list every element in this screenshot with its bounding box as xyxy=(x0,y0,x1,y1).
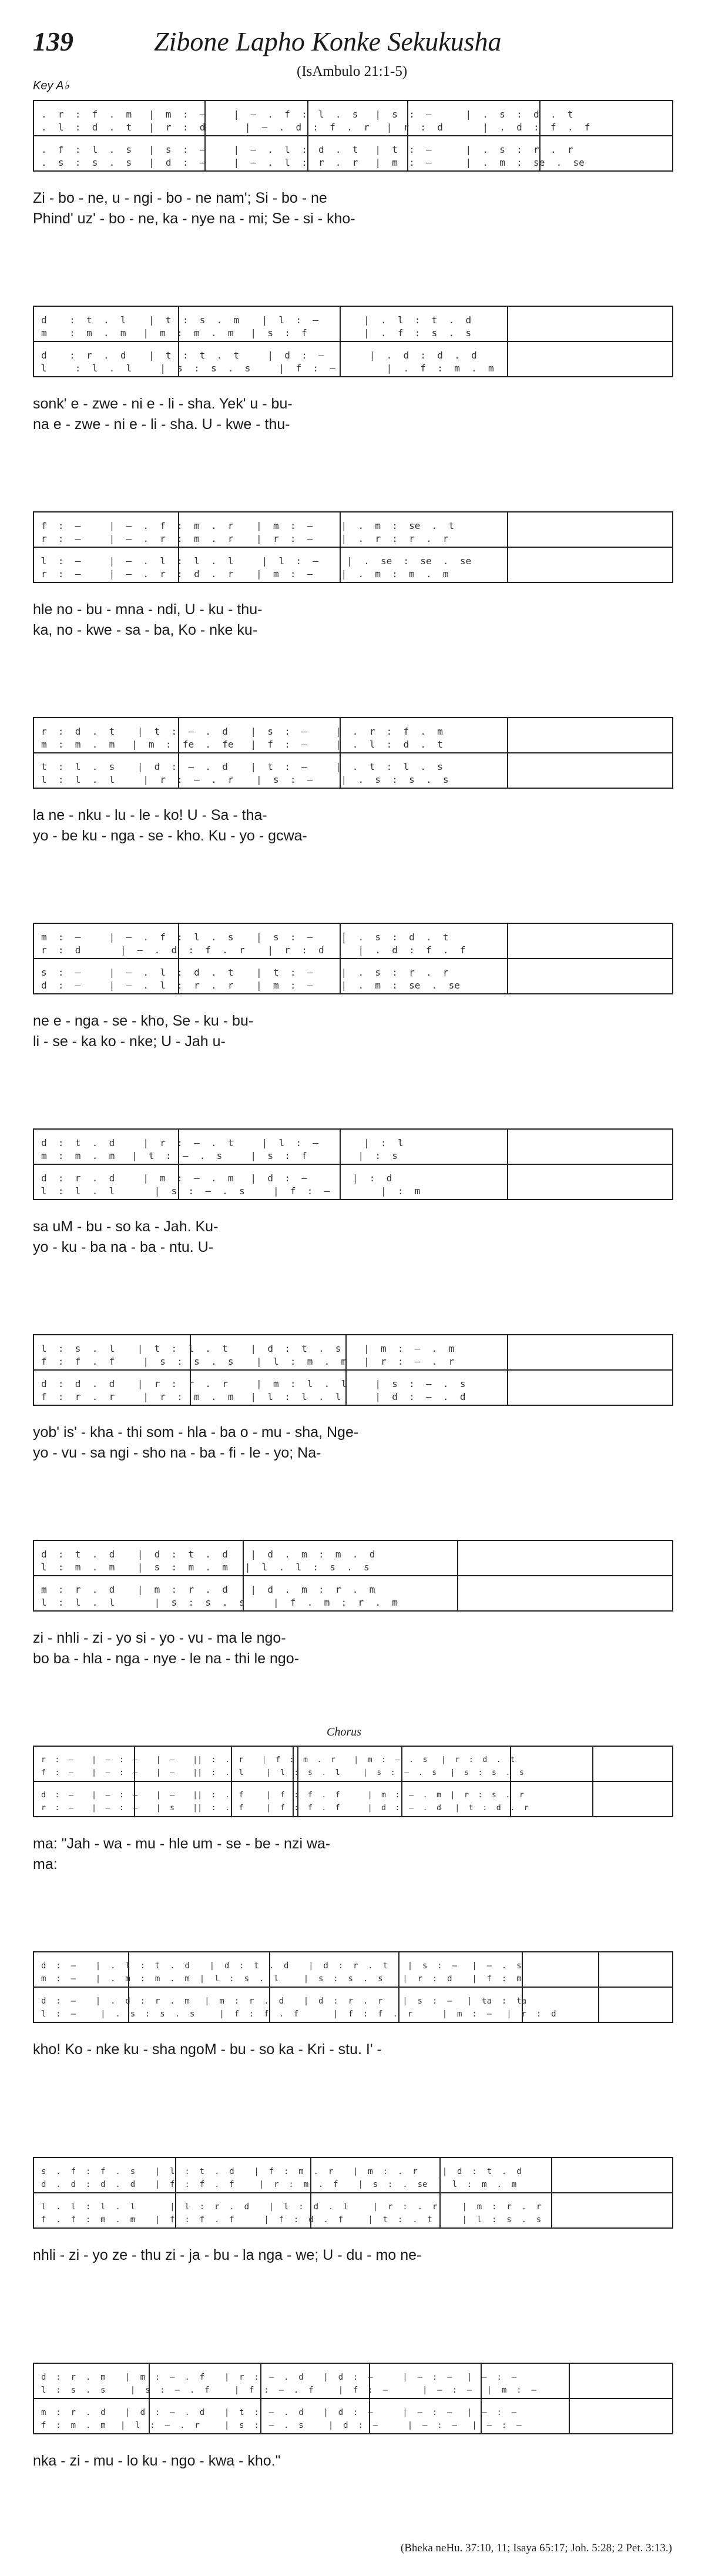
lower-voices: m : r . d | m : r . d | d . m : r . m l : l . l | s : s . s | f . m : r . m xyxy=(41,1584,398,1608)
staff-divider xyxy=(34,1164,672,1165)
solfa-staff xyxy=(33,1128,673,1200)
upper-voices: . r : f . m | m : — | — . f : l . s | s : — | . s : d . t . l : d . t | r : d | — . d : f . r | r : d | . d : f . f xyxy=(41,109,590,133)
solfa-staff xyxy=(33,923,673,994)
lyrics-verse-2: li - se - ka ko - nke; U - Jah u- xyxy=(33,1033,226,1050)
lyrics-verse-1: sa uM - bu - so ka - Jah. Ku- xyxy=(33,1218,219,1235)
lower-voices: d : d . d | r : r . r | m : l . l | s : — . s f : r . r | r : m . m | l : l . l | d : — . d xyxy=(41,1378,466,1402)
lower-voices: . f : l . s | s : — | — . l : d . t | t : — | . s : r . r . s : s . s | d : — | — . l : r . r | m : — | . m : se . se xyxy=(41,144,585,168)
hymn-header xyxy=(0,0,705,92)
scripture-references: (Bheka neHu. 37:10, 11; Isaya 65:17; Joh. 5:28; 2 Pet. 3:13.) xyxy=(400,2542,672,2554)
lower-voices: d : r . d | t : t . t | d : — | . d : d . d l : l . l | s : s . s | f : — | . f : m . m xyxy=(41,350,494,374)
solfa-staff xyxy=(33,2363,673,2434)
lower-voices: d : — | . d : r . m | m : r . d | d : r . r | s : — | ta : ta l : — | . s : s . s | f : f . f | f : f . r | m : — | r : d xyxy=(41,1997,556,2019)
lyrics-verse-2: ma: xyxy=(33,1856,58,1872)
lower-voices: t : l . s | d : — . d | t : — | . t : l . s l : l . l | r : — . r | s : — | . s : s . s xyxy=(41,761,449,785)
lyrics-verse-2: yo - ku - ba na - ba - ntu. U- xyxy=(33,1239,214,1255)
lyrics-verse-1: ma: "Jah - wa - mu - hle um - se - be - nzi wa- xyxy=(33,1835,331,1852)
staff-divider xyxy=(34,2192,672,2193)
lyrics-verse-2: ka, no - kwe - sa - ba, Ko - nke ku- xyxy=(33,622,258,638)
solfa-staff xyxy=(33,1951,673,2023)
upper-voices: s . f : f . s | l : t . d | f : m . r | m : . r | d : t . d d . d : d . d | f : f . f | r : m . f | s : . se | l : m . m xyxy=(41,2167,522,2189)
music-system-7 xyxy=(33,1334,672,1510)
staff-divider xyxy=(34,341,672,342)
lyrics-verse-1: zi - nhli - zi - yo si - yo - vu - ma le ngo- xyxy=(33,1630,286,1646)
staff-divider xyxy=(34,1987,672,1988)
lower-voices: d : r . d | m : — . m | d : — | : d l : l . l | s : — . s | f : — | : m xyxy=(41,1173,421,1197)
music-system-12 xyxy=(33,2363,672,2539)
upper-voices: d : t . d | r : — . t | l : — | : l m : m . m | t : — . s | s : f | : s xyxy=(41,1137,404,1161)
music-system-9 xyxy=(33,1726,672,1922)
lyrics-verse-2: Phind' uz' - bo - ne, ka - nye na - mi; Se - si - kho- xyxy=(33,210,355,227)
music-system-8 xyxy=(33,1540,672,1716)
solfa-staff xyxy=(33,306,673,377)
music-system-10 xyxy=(33,1951,672,2128)
lyrics-verse-1: hle no - bu - mna - ndi, U - ku - thu- xyxy=(33,601,263,618)
music-system-11 xyxy=(33,2157,672,2333)
solfa-staff xyxy=(33,2157,673,2229)
lower-voices: m : r . d | d : — . d | t : — . d | d : — | — : — | — : — f : m . m | l : — . r | s : — . s | d : — | — : — | — : — xyxy=(41,2408,522,2430)
upper-voices: d : t . l | t : s . m | l : — | . l : t . d m : m . m | m : m . m | s : f | . f : s . s xyxy=(41,314,472,339)
staff-divider xyxy=(34,1369,672,1371)
lyrics-verse-1: ne e - nga - se - kho, Se - ku - bu- xyxy=(33,1013,254,1029)
lyrics-verse-1: nhli - zi - yo ze - thu zi - ja - bu - la nga - we; U - du - mo ne- xyxy=(33,2247,422,2263)
staff-divider xyxy=(34,958,672,959)
music-system-5 xyxy=(33,923,672,1099)
chorus-label: Chorus xyxy=(327,1726,361,1738)
hymn-title: Zibone Lapho Konke Sekukusha xyxy=(154,26,502,56)
solfa-staff xyxy=(33,717,673,789)
lower-voices: d : — | — : — | — || : . f | f : f . f | m : — . m | r : s . r r : — | — : — | s || : . f | f : f . f | d : — . d | t : d . r xyxy=(41,1791,529,1813)
staff-divider xyxy=(34,135,672,136)
staff-divider xyxy=(34,1575,672,1576)
music-system-6 xyxy=(33,1128,672,1305)
staff-divider xyxy=(34,547,672,548)
music-system-4 xyxy=(33,717,672,893)
music-system-3 xyxy=(33,511,672,688)
lower-voices: l . l : l . l | l : r . d | l : d . l | r : . r | m : r . r f . f : m . m | f : f . f | f : d . f | t : . t | l : s . s xyxy=(41,2202,542,2225)
lyrics-verse-1: nka - zi - mu - lo ku - ngo - kwa - kho." xyxy=(33,2453,281,2469)
upper-voices: r : d . t | t : — . d | s : — | . r : f . m m : m . m | m : fe . fe | f : — | . l : d . t xyxy=(41,726,443,750)
upper-voices: r : — | — : — | — || : . r | f : m . r | m : — . s | r : d . t f : — | — : — | — || : . l | l : s . l | s : — . s | s : s . s xyxy=(41,1756,524,1777)
lyrics-verse-1: Zi - bo - ne, u - ngi - bo - ne nam'; Si - bo - ne xyxy=(33,190,327,206)
upper-voices: d : — | . l : t . d | d : t . d | d : r . t | s : — | — . s m : — | . m : m . m | l : s . l | s : s . s | r : d | f : m xyxy=(41,1961,522,1984)
upper-voices: d : t . d | d : t . d | d . m : m . d l : m . m | s : m . m | l . l : s . s xyxy=(41,1549,375,1573)
lower-voices: s : — | — . l : d . t | t : — | . s : r . r d : — | — . l : r . r | m : — | . m : se . se xyxy=(41,967,460,991)
solfa-staff xyxy=(33,1746,673,1817)
lyrics-verse-1: la ne - nku - lu - le - ko! U - Sa - tha- xyxy=(33,807,267,823)
lyrics-verse-1: kho! Ko - nke ku - sha ngoM - bu - so ka - Kri - stu. I' - xyxy=(33,2041,382,2058)
upper-voices: m : — | — . f : l . s | s : — | . s : d . t r : d | — . d : f . r | r : d | . d : f . f xyxy=(41,932,466,956)
staff-divider xyxy=(34,1781,672,1782)
lyrics-verse-2: na e - zwe - ni e - li - sha. U - kwe - thu- xyxy=(33,416,290,433)
music-system-1 xyxy=(33,100,672,276)
lower-voices: l : — | — . l : l . l | l : — | . se : se . se r : — | — . r : d . r | m : — | . m : m . m xyxy=(41,555,472,579)
solfa-staff xyxy=(33,1540,673,1612)
solfa-staff xyxy=(33,511,673,583)
staff-divider xyxy=(34,752,672,753)
lyrics-verse-1: sonk' e - zwe - ni e - li - sha. Yek' u - bu- xyxy=(33,396,293,412)
lyrics-verse-2: yo - be ku - nga - se - kho. Ku - yo - gcwa- xyxy=(33,828,307,844)
lyrics-verse-1: yob' is' - kha - thi som - hla - ba o - mu - sha, Nge- xyxy=(33,1424,359,1441)
upper-voices: l : s . l | t : l . t | d : t . s | m : — . m f : f . f | s : s . s | l : m . m | r : — . r xyxy=(41,1343,455,1367)
solfa-staff xyxy=(33,100,673,172)
solfa-staff xyxy=(33,1334,673,1406)
music-system-2 xyxy=(33,306,672,482)
upper-voices: f : — | — . f : m . r | m : — | . m : se . t r : — | — . r : m . r | r : — | . r : r . r xyxy=(41,520,455,544)
upper-voices: d : r . m | m : — . f | r : — . d | d : — | — : — | — : — l : s . s | s : — . f | f : — . f | f : — | — : — | m : — xyxy=(41,2373,536,2395)
hymn-number: 139 xyxy=(33,26,73,56)
lyrics-verse-2: bo ba - hla - nga - nye - le na - thi le ngo- xyxy=(33,1650,300,1667)
lyrics-verse-2: yo - vu - sa ngi - sho na - ba - fi - le - yo; Na- xyxy=(33,1445,321,1461)
key-signature: Key A♭ xyxy=(33,79,70,92)
hymn-subtitle: (IsAmbulo 21:1-5) xyxy=(297,63,408,79)
staff-divider xyxy=(34,2398,672,2399)
